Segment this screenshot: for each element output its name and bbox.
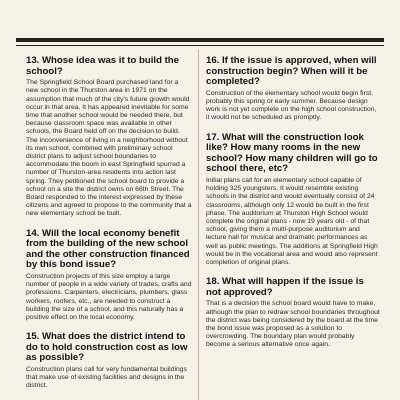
column-divider: [198, 50, 199, 400]
question-18: [206, 277, 380, 349]
question-13-answer: The Springfield School Board purchased land for a new school in the Thurston area in 1971 on the assumption that much of the city's future growth would occur in that area. It has appeared inevitable for some time that another school would be needed there, but because classroom space was available in other schools, the Board held off on the decision to build. The inconvenience of living in a neighborhood without its own school, combined with preliminary school district plans to adjust school boundaries to accommodate the boom in east Springfield spurred a number of Thurston-area residents into action last spring. They petitioned the school board to provide a school on a site the district owns on 66th Street. The Board responded to the interest expressed by these citizens and agreed to propose to the community that a new elementary school be built.: [26, 79, 192, 218]
top-rule: [16, 38, 384, 42]
question-17-title: 17. What will the construction look like? How many rooms in the new school? How many children will go to school there, etc?: [206, 131, 378, 175]
question-13-title: 13. Whose idea was it to build the school?: [26, 56, 179, 77]
question-16-answer: Construction of the elementary school would begin first, probably this spring or early summer. Because design work is not yet complete on the high school construction, it would not be scheduled as promptly.: [206, 89, 377, 122]
question-15-title: 15. What does the district intend to do to hold construction cost as low as possible?: [26, 331, 188, 364]
question-15-answer: Construction plans call for very fundamental buildings that make use of existing facilities and designs in the district.: [26, 366, 187, 390]
question-17-answer: Initial plans call for an elementary school capable of holding 325 youngsters. It would resemble existing schools in the district and would eventually consist of 24 classrooms, although only 12 would be built in the first phase. The auditorium at Thurston High School would complete the original plans - now 19 years old - of that school, giving them a multi-purpose auditorium and lecture hall for musical and dramatic performances as well as public meetings. The additions at Springfield High would be in the vocational area and would also represent completion of original plans.: [206, 176, 378, 266]
question-14-answer: Construction projects of this size employ a large number of people in a wide variety of trades, crafts and professions. Carpenters, electricians, plumbers, glass workers, roofers, etc., are needed to construct a building the size of a school, and this naturally has a positive effect on the local economy.: [26, 273, 192, 322]
question-17: [206, 133, 380, 268]
question-13: [26, 56, 192, 219]
question-16: [206, 56, 380, 123]
right-column: [206, 56, 380, 400]
question-14: [26, 229, 192, 323]
question-15: [26, 332, 192, 390]
question-16-title: 16. If the issue is approved, when will construction begin? When will it be completed?: [206, 56, 377, 88]
left-column: [26, 56, 192, 400]
top-rule-thin: [16, 45, 384, 46]
question-18-answer: That is a decision the school board would have to make, although the plan to redraw school boundaries throughout the district was being considered by the board at the time the bond issue was proposed as a solution to overcrowding. The boundary plan would probably become a serious alternative once again.: [206, 300, 380, 349]
question-18-title: 18. What will happen if the issue is not approved?: [206, 276, 364, 298]
question-14-title: 14. Will the local economy benefit from the building of the new school and the other construction financed by this bond issue?: [26, 227, 190, 271]
